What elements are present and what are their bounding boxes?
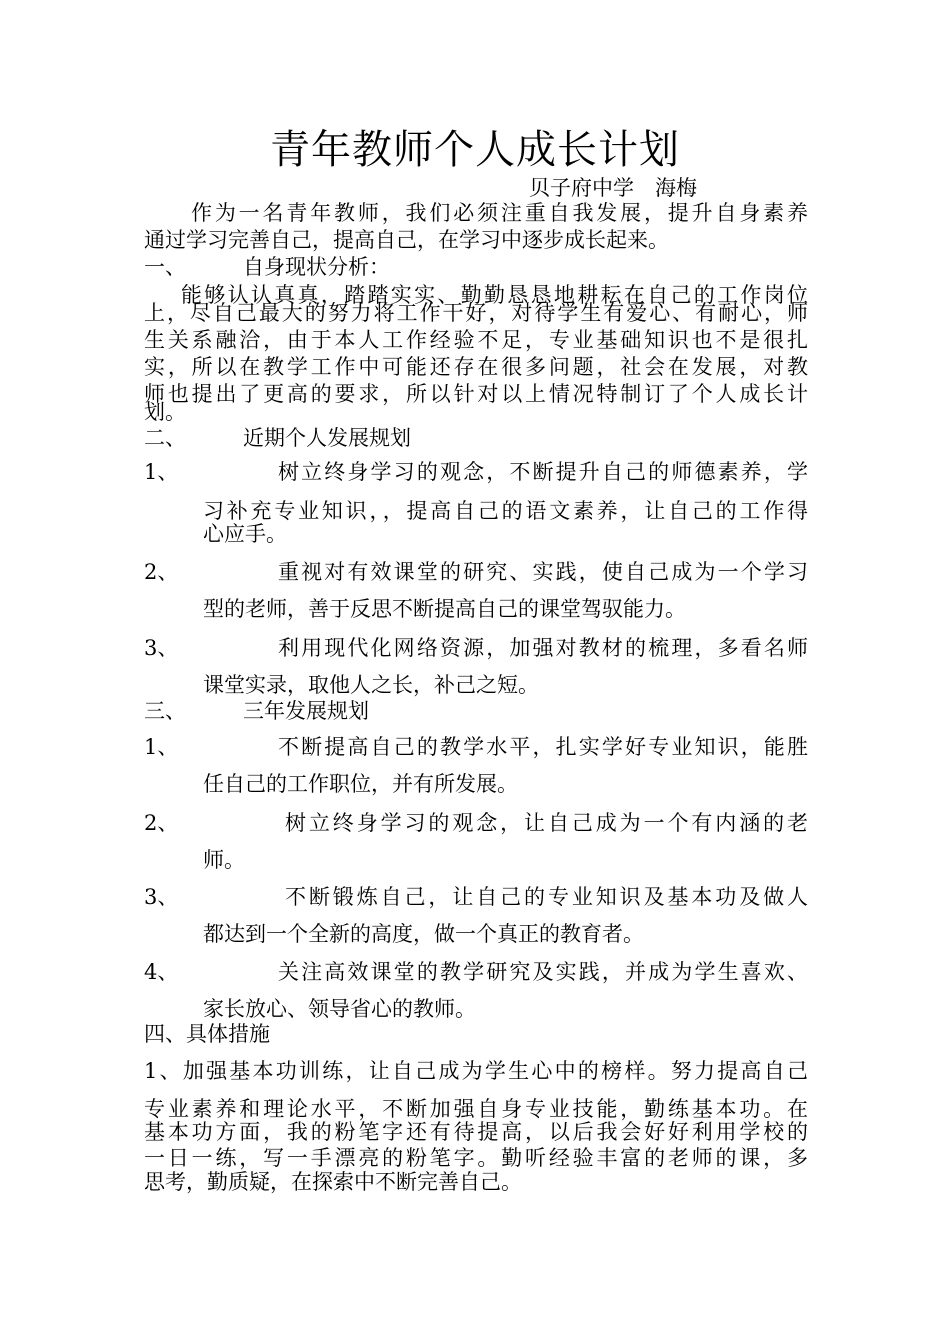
item-number: 2、 — [144, 560, 179, 584]
intro-line: 通过学习完善自己，提高自己，在学习中逐步成长起来。 — [144, 228, 669, 252]
item-number: 1、 — [144, 460, 179, 484]
list-item-line: 课堂实录，取他人之长，补己之短。 — [203, 673, 539, 697]
paragraph-line: 能够认认真真，踏踏实实、勤勤恳恳地耕耘在自己的工作岗位 — [181, 283, 808, 307]
section-heading: 近期个人发展规划 — [243, 426, 411, 450]
section-heading: 四、具体措施 — [144, 1022, 270, 1046]
list-item-line: 心应手。 — [203, 522, 287, 546]
item-number: 3、 — [144, 885, 179, 909]
item-number: 3、 — [144, 636, 179, 660]
intro-line: 作为一名青年教师，我们必须注重自我发展，提升自身素养 — [191, 201, 808, 225]
list-item-line: 树立终身学习的观念，让自己成为一个有内涵的老 — [285, 811, 808, 835]
paragraph-line: 生关系融洽，由于本人工作经验不足，专业基础知识也不是很扎 — [144, 328, 808, 352]
paragraph-line: 师也提出了更高的要求，所以针对以上情况特制订了个人成长计 — [144, 382, 808, 406]
paragraph-line: 专业素养和理论水平，不断加强自身专业技能，勤练基本功。在 — [144, 1097, 808, 1121]
author-line: 贝子府中学 海梅 — [529, 176, 697, 200]
section-number: 一、 — [144, 255, 186, 279]
list-item-line: 关注高效课堂的教学研究及实践，并成为学生喜欢、 — [278, 960, 808, 984]
paragraph-line: 基本功方面，我的粉笔字还有待提高，以后我会好好利用学校的 — [144, 1120, 808, 1144]
paragraph-line: 思考，勤质疑，在探索中不断完善自己。 — [144, 1170, 522, 1194]
list-item-line: 型的老师，善于反思不断提高自己的课堂驾驭能力。 — [203, 597, 686, 621]
list-item-line: 师。 — [203, 848, 245, 872]
list-item-line: 重视对有效课堂的研究、实践，使自己成为一个学习 — [278, 560, 808, 584]
list-item-line: 家长放心、领导省心的教师。 — [203, 997, 476, 1021]
list-item-line: 任自己的工作职位，并有所发展。 — [203, 772, 518, 796]
paragraph-line: 一日一练，写一手漂亮的粉笔字。勤听经验丰富的老师的课，多 — [144, 1146, 808, 1170]
item-number: 2、 — [144, 811, 179, 835]
item-number: 4、 — [144, 960, 179, 984]
paragraph-line: 上，尽自己最大的努力将工作干好，对待学生有爱心、有耐心，师 — [144, 301, 808, 325]
list-item-line: 树立终身学习的观念，不断提升自己的师德素养，学 — [278, 460, 808, 484]
list-item-line: 利用现代化网络资源，加强对教材的梳理，多看名师 — [278, 636, 808, 660]
section-number: 三、 — [144, 699, 186, 723]
paragraph-line: 1、加强基本功训练，让自己成为学生心中的榜样。努力提高自己 — [144, 1059, 808, 1083]
paragraph-line: 划。 — [144, 400, 186, 424]
list-item-line: 都达到一个全新的高度，做一个真正的教育者。 — [203, 922, 644, 946]
section-number: 二、 — [144, 426, 186, 450]
list-item-line: 习补充专业知识，，提高自己的语文素养，让自己的工作得 — [203, 499, 808, 523]
section-heading: 自身现状分析： — [243, 255, 390, 279]
section-heading: 三年发展规划 — [243, 699, 369, 723]
item-number: 1、 — [144, 735, 179, 759]
paragraph-line: 实，所以在教学工作中可能还存在很多问题，社会在发展，对教 — [144, 355, 808, 379]
document-title: 青年教师个人成长计划 — [270, 127, 680, 173]
list-item-line: 不断锻炼自己，让自己的专业知识及基本功及做人 — [285, 885, 808, 909]
list-item-line: 不断提高自己的教学水平，扎实学好专业知识，能胜 — [278, 735, 808, 759]
